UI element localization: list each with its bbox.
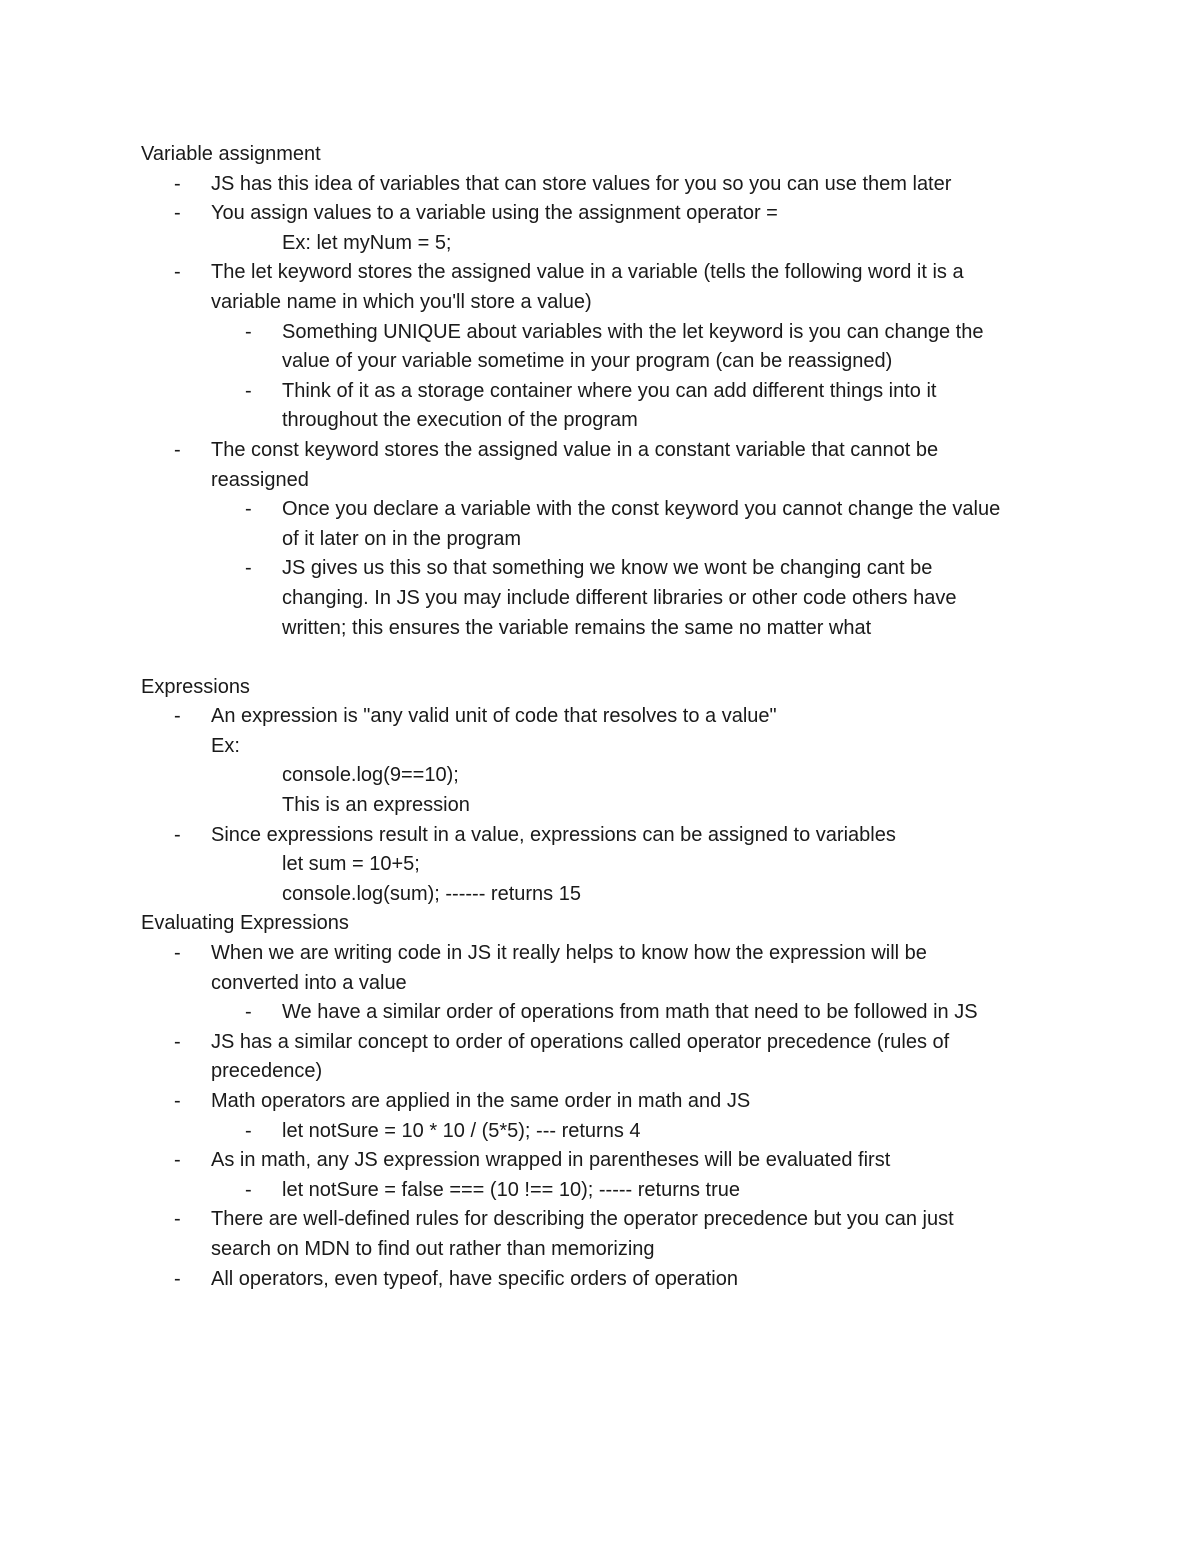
- blank-line: [141, 643, 1081, 673]
- bullet-item: [141, 436, 1081, 466]
- line-text: console.log(9==10);: [282, 764, 459, 787]
- bullet-dash: -: [174, 1208, 181, 1231]
- bullet-dash: -: [174, 261, 181, 284]
- document-body: [141, 140, 1081, 1294]
- sub-bullet-item: [141, 1117, 1081, 1147]
- line-text: You assign values to a variable using the assignment operator =: [211, 202, 778, 225]
- line-text: Something UNIQUE about variables with the let keyword is you can change the: [282, 320, 984, 343]
- bullet-item: [141, 1146, 1081, 1176]
- section-heading: Evaluating Expressions: [141, 912, 349, 935]
- line-text: An expression is "any valid unit of code that resolves to a value": [211, 705, 777, 728]
- line-text: Ex: let myNum = 5;: [282, 231, 452, 254]
- line-text: The const keyword stores the assigned value in a constant variable that cannot be: [211, 438, 939, 461]
- bullet-item: [141, 1087, 1081, 1117]
- continuation-line: [141, 525, 1081, 555]
- bullet-dash: -: [245, 1178, 252, 1201]
- bullet-dash: -: [174, 823, 181, 846]
- bullet-item: [141, 821, 1081, 851]
- line-text: let notSure = false === (10 !== 10); ----- returns true: [282, 1178, 740, 1201]
- line-text: When we are writing code in JS it really helps to know how the expression will be: [211, 942, 927, 965]
- bullet-dash: -: [174, 438, 181, 461]
- line-text: search on MDN to find out rather than memorizing: [211, 1237, 655, 1260]
- line-text: console.log(sum); ------ returns 15: [282, 882, 581, 905]
- continuation-line: [141, 288, 1081, 318]
- bullet-item: [141, 170, 1081, 200]
- line-text: JS has this idea of variables that can store values for you so you can use them later: [211, 172, 952, 195]
- bullet-dash: -: [245, 557, 252, 580]
- sub-bullet-item: [141, 495, 1081, 525]
- line-text: written; this ensures the variable remains the same no matter what: [282, 616, 872, 639]
- continuation-line: [141, 584, 1081, 614]
- line-text: Math operators are applied in the same order in math and JS: [211, 1090, 751, 1112]
- line-text: Ex:: [211, 734, 240, 757]
- line-text: As in math, any JS expression wrapped in parentheses will be evaluated first: [211, 1149, 891, 1172]
- sub-bullet-item: [141, 1176, 1081, 1206]
- line-text: reassigned: [211, 468, 309, 491]
- section-heading: Variable assignment: [141, 143, 321, 165]
- bullet-item: [141, 1205, 1081, 1235]
- continuation-line: [141, 229, 1081, 259]
- line-text: This is an expression: [282, 794, 470, 817]
- line-text: of it later on in the program: [282, 527, 522, 550]
- bullet-dash: -: [174, 705, 181, 728]
- bullet-item: [141, 199, 1081, 229]
- line-text: precedence): [211, 1060, 323, 1083]
- line-text: JS has a similar concept to order of operations called operator precedence (rules of: [211, 1030, 950, 1053]
- bullet-item: [141, 258, 1081, 288]
- bullet-dash: -: [245, 320, 252, 343]
- line-text: changing. In JS you may include different libraries or other code others have: [282, 586, 957, 609]
- section-heading: Expressions: [141, 675, 250, 698]
- line-text: converted into a value: [211, 971, 407, 994]
- line-text: Since expressions result in a value, expressions can be assigned to variables: [211, 823, 896, 846]
- line-text: value of your variable sometime in your program (can be reassigned): [282, 350, 893, 373]
- continuation-line: [141, 466, 1081, 496]
- bullet-dash: -: [174, 172, 181, 195]
- line-text: Think of it as a storage container where you can add different things into it: [282, 379, 937, 402]
- line-text: JS gives us this so that something we know we wont be changing cant be: [282, 557, 933, 580]
- continuation-line: [141, 347, 1081, 377]
- bullet-dash: -: [245, 498, 252, 521]
- continuation-line: [141, 969, 1081, 999]
- bullet-dash: -: [174, 1030, 181, 1053]
- bullet-dash: -: [174, 1090, 181, 1112]
- line-text: The let keyword stores the assigned value in a variable (tells the following word it is a: [211, 261, 964, 284]
- bullet-dash: -: [174, 1267, 181, 1290]
- line-text: Once you declare a variable with the const keyword you cannot change the value: [282, 498, 1001, 521]
- sub-bullet-item: [141, 998, 1081, 1028]
- line-text: let sum = 10+5;: [282, 853, 420, 876]
- bullet-dash: -: [245, 379, 252, 402]
- line-text: variable name in which you'll store a value): [211, 290, 592, 313]
- line-text: All operators, even typeof, have specific orders of operation: [211, 1267, 738, 1290]
- line-text: We have a similar order of operations from math that need to be followed in JS: [282, 1001, 978, 1024]
- bullet-item: [141, 702, 1081, 732]
- continuation-line: [141, 880, 1081, 910]
- line-text: let notSure = 10 * 10 / (5*5); --- returns 4: [282, 1119, 641, 1142]
- continuation-line: [141, 850, 1081, 880]
- line-text: throughout the execution of the program: [282, 409, 638, 432]
- continuation-line: [141, 614, 1081, 644]
- continuation-line: [141, 1235, 1081, 1265]
- bullet-dash: -: [174, 202, 181, 225]
- continuation-line: [141, 761, 1081, 791]
- bullet-dash: -: [174, 942, 181, 965]
- bullet-dash: -: [245, 1119, 252, 1142]
- sub-bullet-item: [141, 377, 1081, 407]
- bullet-item: [141, 939, 1081, 969]
- bullet-dash: -: [245, 1001, 252, 1024]
- sub-bullet-item: [141, 318, 1081, 348]
- continuation-line: [141, 406, 1081, 436]
- sub-bullet-item: [141, 554, 1081, 584]
- bullet-dash: -: [174, 1149, 181, 1172]
- bullet-item: [141, 1265, 1081, 1295]
- continuation-line: [141, 791, 1081, 821]
- bullet-item: [141, 1028, 1081, 1058]
- continuation-line: [141, 1057, 1081, 1087]
- line-text: There are well-defined rules for describing the operator precedence but you can just: [211, 1208, 954, 1231]
- continuation-line: [141, 732, 1081, 762]
